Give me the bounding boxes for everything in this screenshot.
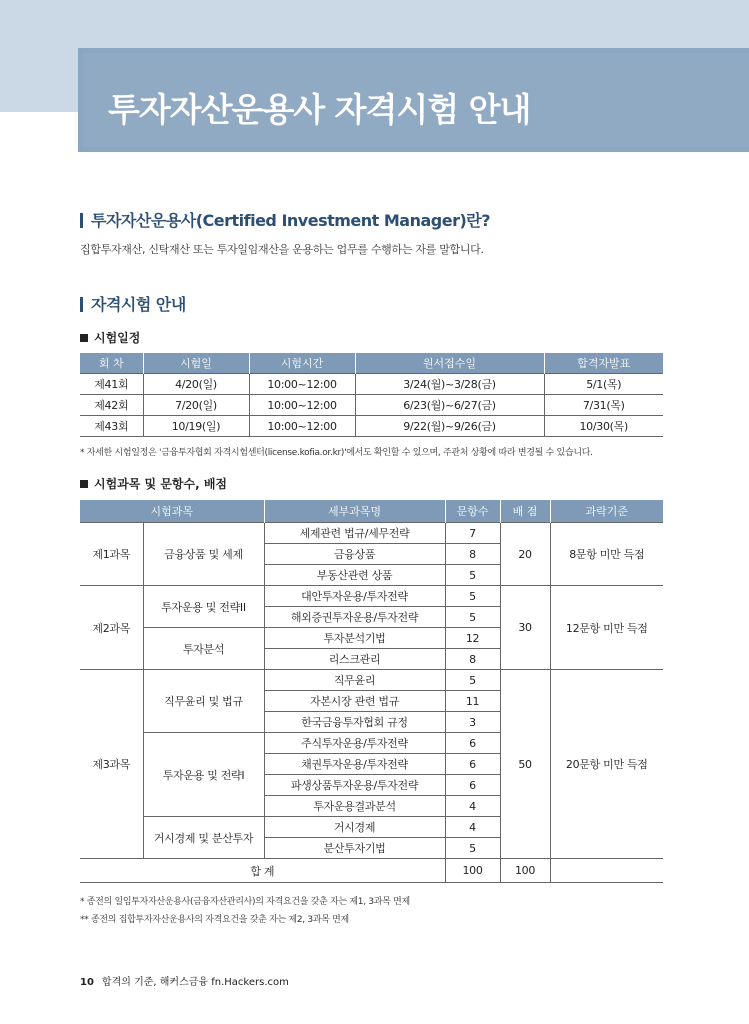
score-cell: 30 bbox=[500, 586, 550, 670]
subject-area-cell: 투자운용 및 전략II bbox=[143, 586, 264, 628]
score-cell: 20 bbox=[500, 523, 550, 586]
schedule-note: * 자세한 시험일정은 '금융투자협회 자격시험센터(license.kofia.or.kr)'에서도 확인할 수 있으며, 주관처 상황에 따라 변경될 수 있습니다. bbox=[80, 448, 593, 458]
exam-date-cell: 4/20(일) bbox=[143, 374, 249, 395]
detail-subject-cell: 금융상품 bbox=[264, 544, 445, 565]
score-cell: 50 bbox=[500, 670, 550, 859]
subjects-note-1: * 종전의 일임투자자산운용사(금융자산관리사)의 자격요건을 갖춘 자는 제1, 3과목 면제 bbox=[80, 897, 410, 907]
question-count-cell: 12 bbox=[445, 628, 500, 649]
application-period-cell: 3/24(월)~3/28(금) bbox=[355, 374, 544, 395]
subjects-header-row bbox=[80, 500, 663, 523]
square-bullet-icon bbox=[80, 480, 88, 488]
detail-subject-cell: 채권투자운용/투자전략 bbox=[264, 754, 445, 775]
subject-area-cell: 거시경제 및 분산투자 bbox=[143, 817, 264, 859]
question-count-cell: 8 bbox=[445, 649, 500, 670]
exam-date-cell: 10/19(일) bbox=[143, 416, 249, 437]
schedule-heading bbox=[80, 329, 140, 346]
subjects-table bbox=[80, 500, 663, 883]
table-row bbox=[80, 416, 663, 437]
question-count-cell: 6 bbox=[445, 733, 500, 754]
table-row bbox=[80, 523, 663, 544]
total-row bbox=[80, 859, 663, 883]
round-cell: 제43회 bbox=[80, 416, 143, 437]
schedule-header: 시험일 bbox=[143, 353, 249, 374]
subject-area-cell: 금융상품 및 세제 bbox=[143, 523, 264, 586]
question-count-cell: 5 bbox=[445, 838, 500, 859]
subject-name-cell: 제1과목 bbox=[80, 523, 143, 586]
exam-time-cell: 10:00~12:00 bbox=[249, 395, 355, 416]
application-period-cell: 9/22(월)~9/26(금) bbox=[355, 416, 544, 437]
question-count-cell: 8 bbox=[445, 544, 500, 565]
table-row bbox=[80, 374, 663, 395]
detail-subject-cell: 거시경제 bbox=[264, 817, 445, 838]
detail-subject-cell: 자본시장 관련 법규 bbox=[264, 691, 445, 712]
schedule-header-row bbox=[80, 353, 663, 374]
question-count-cell: 7 bbox=[445, 523, 500, 544]
detail-subject-cell: 부동산관련 상품 bbox=[264, 565, 445, 586]
detail-subject-cell: 분산투자기법 bbox=[264, 838, 445, 859]
square-bullet-icon bbox=[80, 334, 88, 342]
subject-area-cell: 직무윤리 및 법규 bbox=[143, 670, 264, 733]
detail-subject-cell: 주식투자운용/투자전략 bbox=[264, 733, 445, 754]
section-heading-text: 자격시험 안내 bbox=[91, 295, 186, 314]
subject-name-cell: 제3과목 bbox=[80, 670, 143, 859]
subject-area-cell: 투자분석 bbox=[143, 628, 264, 670]
section-heading-text: 투자자산운용사(Certified Investment Manager)란? bbox=[91, 211, 491, 230]
schedule-heading-text: 시험일정 bbox=[94, 331, 141, 345]
cutoff-cell: 20문항 미만 득점 bbox=[550, 670, 663, 859]
total-cutoff-cell bbox=[550, 859, 663, 883]
cutoff-cell: 12문항 미만 득점 bbox=[550, 586, 663, 670]
question-count-cell: 3 bbox=[445, 712, 500, 733]
subject-area-cell: 투자운용 및 전략I bbox=[143, 733, 264, 817]
subjects-header: 세부과목명 bbox=[264, 500, 445, 523]
table-row bbox=[80, 670, 663, 691]
application-period-cell: 6/23(월)~6/27(금) bbox=[355, 395, 544, 416]
exam-date-cell: 7/20(일) bbox=[143, 395, 249, 416]
subjects-heading bbox=[80, 475, 227, 492]
heading-bar bbox=[80, 297, 83, 312]
result-date-cell: 7/31(목) bbox=[544, 395, 663, 416]
round-cell: 제42회 bbox=[80, 395, 143, 416]
section-heading-exam bbox=[80, 292, 186, 315]
question-count-cell: 11 bbox=[445, 691, 500, 712]
detail-subject-cell: 투자운용결과분석 bbox=[264, 796, 445, 817]
cutoff-cell: 8문항 미만 득점 bbox=[550, 523, 663, 586]
page-footer bbox=[80, 973, 289, 988]
cim-description: 집합투자재산, 신탁재산 또는 투자일임재산을 운용하는 업무를 수행하는 자를 말합니다. bbox=[80, 243, 484, 256]
question-count-cell: 4 bbox=[445, 817, 500, 838]
question-count-cell: 5 bbox=[445, 565, 500, 586]
schedule-header: 합격자발표 bbox=[544, 353, 663, 374]
total-count-cell: 100 bbox=[445, 859, 500, 883]
round-cell: 제41회 bbox=[80, 374, 143, 395]
exam-time-cell: 10:00~12:00 bbox=[249, 374, 355, 395]
detail-subject-cell: 직무윤리 bbox=[264, 670, 445, 691]
detail-subject-cell: 해외증권투자운용/투자전략 bbox=[264, 607, 445, 628]
detail-subject-cell: 한국금융투자협회 규정 bbox=[264, 712, 445, 733]
section-heading-cim bbox=[80, 208, 490, 231]
subjects-heading-text: 시험과목 및 문항수, 배점 bbox=[94, 477, 228, 491]
result-date-cell: 10/30(목) bbox=[544, 416, 663, 437]
table-row bbox=[80, 586, 663, 607]
schedule-header: 원서접수일 bbox=[355, 353, 544, 374]
detail-subject-cell: 파생상품투자운용/투자전략 bbox=[264, 775, 445, 796]
exam-time-cell: 10:00~12:00 bbox=[249, 416, 355, 437]
result-date-cell: 5/1(목) bbox=[544, 374, 663, 395]
subjects-header: 문항수 bbox=[445, 500, 500, 523]
schedule-header: 시험시간 bbox=[249, 353, 355, 374]
question-count-cell: 5 bbox=[445, 586, 500, 607]
question-count-cell: 5 bbox=[445, 670, 500, 691]
detail-subject-cell: 리스크관리 bbox=[264, 649, 445, 670]
question-count-cell: 5 bbox=[445, 607, 500, 628]
question-count-cell: 6 bbox=[445, 754, 500, 775]
table-row bbox=[80, 395, 663, 416]
total-score-cell: 100 bbox=[500, 859, 550, 883]
schedule-header: 회 차 bbox=[80, 353, 143, 374]
page-title: 투자자산운용사 자격시험 안내 bbox=[108, 90, 531, 129]
question-count-cell: 4 bbox=[445, 796, 500, 817]
detail-subject-cell: 투자분석기법 bbox=[264, 628, 445, 649]
subjects-header: 배 점 bbox=[500, 500, 550, 523]
detail-subject-cell: 세제관련 법규/세무전략 bbox=[264, 523, 445, 544]
total-label-cell: 합 계 bbox=[80, 859, 445, 883]
page-number: 10 bbox=[80, 977, 94, 988]
subjects-header: 시험과목 bbox=[80, 500, 264, 523]
detail-subject-cell: 대안투자운용/투자전략 bbox=[264, 586, 445, 607]
heading-bar bbox=[80, 213, 83, 228]
subjects-note-2: ** 종전의 집합투자자산운용사의 자격요건을 갖춘 자는 제2, 3과목 면제 bbox=[80, 915, 349, 925]
subjects-header: 과락기준 bbox=[550, 500, 663, 523]
subject-name-cell: 제2과목 bbox=[80, 586, 143, 670]
footer-text: 합격의 기준, 해커스금융 fn.Hackers.com bbox=[101, 977, 289, 988]
schedule-table bbox=[80, 353, 663, 437]
question-count-cell: 6 bbox=[445, 775, 500, 796]
